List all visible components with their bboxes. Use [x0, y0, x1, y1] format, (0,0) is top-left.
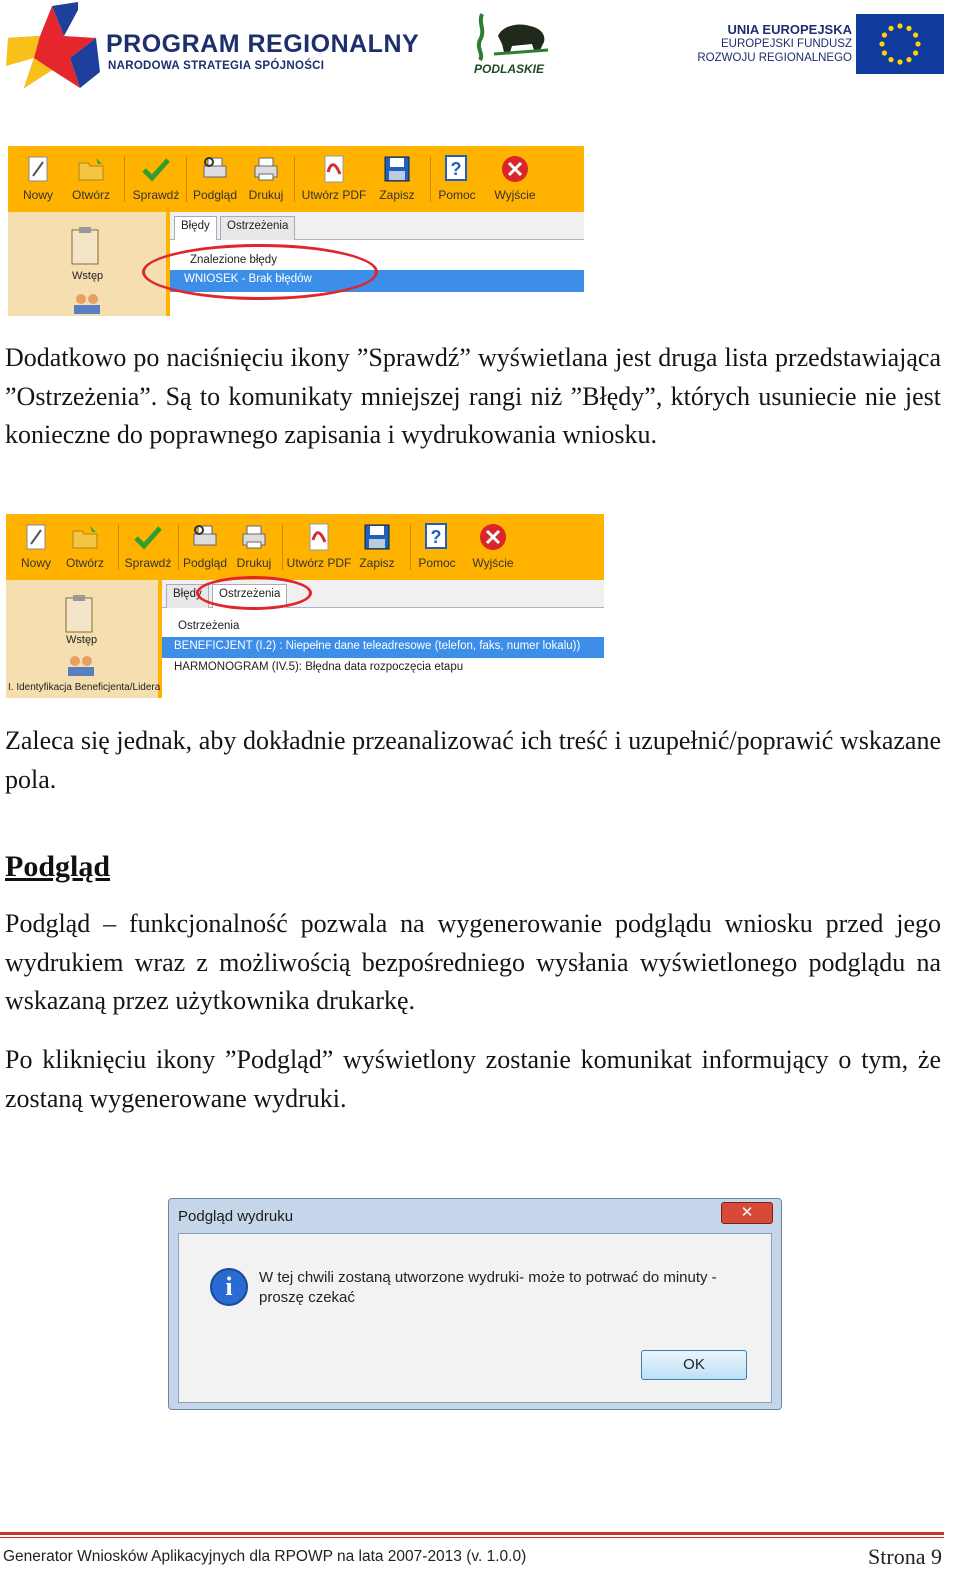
- toolbar-print-button[interactable]: [232, 520, 276, 576]
- toolbar-separator: [430, 156, 431, 202]
- toolbar-print-label: Drukuj: [248, 188, 284, 202]
- pdf-icon: [304, 522, 334, 552]
- svg-text:?: ?: [450, 159, 462, 179]
- paragraph-preview-click: Po kliknięciu ikony ”Podgląd” wyświetlony zostanie komunikat informujący o tym, że zostaną wygenerowane wydruki.: [5, 1045, 941, 1113]
- folder-open-icon: [76, 154, 106, 184]
- exit-icon: [500, 154, 530, 184]
- footer-page-number: Strona 9: [868, 1544, 942, 1569]
- tab-warnings[interactable]: Ostrzeżenia: [212, 584, 287, 608]
- left-panel: [6, 580, 161, 698]
- help-icon: [422, 522, 452, 552]
- users-icon: [64, 654, 98, 676]
- toolbar-open-button[interactable]: [56, 520, 114, 576]
- toolbar-separator: [124, 156, 125, 202]
- program-title: PROGRAM REGIONALNY: [106, 30, 420, 58]
- floppy-disk-icon: [362, 522, 392, 552]
- paragraph-recommendation: Zaleca się jednak, aby dokładnie przeanalizować ich treść i uzupełnić/poprawić wskazane pola.: [5, 726, 941, 794]
- list-header: Ostrzeżenia: [178, 620, 240, 632]
- eu-line-3: ROZWOJU REGIONALNEGO: [697, 52, 852, 64]
- left-panel-section-label[interactable]: I. Identyfikacja Beneficjenta/Lidera: [8, 682, 161, 693]
- toolbar-print-button[interactable]: [244, 152, 288, 208]
- footer-rule: [0, 1532, 944, 1535]
- help-icon: [442, 154, 472, 184]
- close-icon[interactable]: ✕: [721, 1202, 773, 1224]
- dialog-title: Podgląd wydruku: [178, 1208, 294, 1225]
- toolbar-preview-label: Podgląd: [182, 556, 228, 570]
- list-item[interactable]: WNIOSEK - Brak błędów: [170, 270, 584, 292]
- toolbar-help-label: Pomoc: [418, 556, 456, 570]
- program-subtitle: NARODOWA STRATEGIA SPÓJNOŚCI: [108, 60, 325, 72]
- screenshot-errors: [8, 146, 584, 316]
- tab-errors[interactable]: Błędy: [174, 216, 217, 240]
- toolbar-new-label: Nowy: [22, 188, 53, 202]
- toolbar-separator: [282, 524, 283, 570]
- footer-rule-thin: [0, 1537, 944, 1538]
- checkmark-icon: [133, 522, 163, 552]
- info-icon: i: [210, 1268, 248, 1306]
- left-panel: [8, 212, 166, 316]
- checkmark-icon: [141, 154, 171, 184]
- paragraph-preview-description: Podgląd – funkcjonalność pozwala na wygenerowanie podglądu wniosku przed jego wydrukiem wraz z możliwością bezpośredniego wysłania wyświetlonego podglądu na wskazaną przez użytkownika drukarkę.: [5, 909, 941, 1015]
- paragraph-warnings-intro: Dodatkowo po naciśnięciu ikony ”Sprawdź” wyświetlana jest druga lista przedstawiająca ”Ostrzeżenia”. Są to komunikaty mniejszej rangi niż ”Błędy”, których usuniecie nie jest konieczne do poprawnego zapisania i wydrukowania wniosku.: [5, 343, 941, 449]
- list-item[interactable]: BENEFICJENT (I.2) : Niepełne dane teleadresowe (telefon, faks, numer lokalu)): [162, 637, 604, 659]
- toolbar-pdf-button[interactable]: [284, 520, 354, 576]
- eu-logo: [697, 14, 950, 76]
- app-toolbar: [6, 514, 604, 580]
- printer-icon: [239, 522, 269, 552]
- toolbar-preview-button[interactable]: [190, 152, 240, 208]
- toolbar-help-button[interactable]: [412, 520, 462, 576]
- toolbar-save-button[interactable]: [372, 152, 422, 208]
- toolbar-check-label: Sprawdź: [132, 188, 180, 202]
- toolbar-preview-label: Podgląd: [192, 188, 238, 202]
- app-toolbar: [8, 146, 584, 212]
- toolbar-preview-button[interactable]: [180, 520, 230, 576]
- toolbar-pdf-label: Utwórz PDF: [286, 556, 352, 570]
- star-logo-icon: [4, 2, 100, 90]
- tab-errors[interactable]: Błędy: [166, 584, 209, 608]
- toolbar-open-button[interactable]: [62, 152, 120, 208]
- toolbar-open-label: Otwórz: [65, 556, 104, 570]
- podlaskie-label: PODLASKIE: [474, 62, 545, 76]
- toolbar-new-button[interactable]: [12, 152, 64, 208]
- toolbar-save-button[interactable]: [352, 520, 402, 576]
- toolbar-print-label: Drukuj: [236, 556, 272, 570]
- eu-line-2: EUROPEJSKI FUNDUSZ: [721, 38, 852, 50]
- section-heading: Podgląd: [5, 850, 111, 883]
- list-header: Znalezione błędy: [190, 254, 277, 266]
- page-header: [0, 0, 960, 92]
- toolbar-save-label: Zapisz: [379, 188, 415, 202]
- left-panel-label[interactable]: Wstęp: [72, 270, 104, 282]
- toolbar-pdf-label: Utwórz PDF: [301, 188, 367, 202]
- footer-document-title: Generator Wniosków Aplikacyjnych dla RPOWP na lata 2007-2013 (v. 1.0.0): [3, 1548, 527, 1565]
- podlaskie-logo: [468, 10, 556, 80]
- toolbar-pdf-button[interactable]: [298, 152, 370, 208]
- printer-icon: [251, 154, 281, 184]
- svg-text:?: ?: [430, 527, 442, 547]
- toolbar-check-label: Sprawdź: [124, 556, 172, 570]
- toolbar-exit-button[interactable]: [490, 152, 540, 208]
- toolbar-exit-button[interactable]: [468, 520, 518, 576]
- dialog-content: [178, 1233, 772, 1403]
- new-document-icon: [23, 154, 53, 184]
- print-preview-icon: [200, 154, 230, 184]
- toolbar-separator: [118, 524, 119, 570]
- toolbar-separator: [410, 524, 411, 570]
- list-item[interactable]: HARMONOGRAM (IV.5): Błędna data rozpoczęcia etapu: [162, 658, 604, 680]
- toolbar-separator: [178, 524, 179, 570]
- toolbar-separator: [294, 156, 295, 202]
- new-document-icon: [21, 522, 51, 552]
- print-preview-dialog: [168, 1198, 782, 1410]
- print-preview-icon: [190, 522, 220, 552]
- toolbar-save-label: Zapisz: [359, 556, 395, 570]
- floppy-disk-icon: [382, 154, 412, 184]
- exit-icon: [478, 522, 508, 552]
- toolbar-check-button[interactable]: [120, 520, 176, 576]
- toolbar-help-button[interactable]: [432, 152, 482, 208]
- toolbar-open-label: Otwórz: [71, 188, 110, 202]
- folder-open-icon: [70, 522, 100, 552]
- left-panel-label[interactable]: Wstęp: [66, 634, 98, 646]
- users-icon: [70, 292, 104, 314]
- program-regionalny-logo: [4, 2, 444, 90]
- bison-icon: [468, 10, 556, 64]
- toolbar-exit-label: Wyjście: [472, 556, 514, 570]
- pdf-icon: [319, 154, 349, 184]
- tab-warnings[interactable]: Ostrzeżenia: [220, 216, 295, 240]
- eu-flag-icon: [856, 14, 944, 74]
- ok-button[interactable]: OK: [641, 1350, 747, 1380]
- dialog-message: W tej chwili zostaną utworzone wydruki- może to potrwać do minuty - proszę czekać: [259, 1269, 717, 1306]
- highlight-ellipse: [196, 576, 312, 610]
- screenshot-warnings: [6, 514, 604, 698]
- eu-line-1: UNIA EUROPEJSKA: [727, 22, 852, 37]
- toolbar-exit-label: Wyjście: [494, 188, 536, 202]
- toolbar-new-label: Nowy: [20, 556, 51, 570]
- toolbar-check-button[interactable]: [128, 152, 184, 208]
- toolbar-new-button[interactable]: [10, 520, 62, 576]
- tab-strip: [170, 212, 584, 240]
- clipboard-icon[interactable]: [68, 226, 102, 266]
- highlight-ellipse: [142, 244, 378, 300]
- toolbar-separator: [186, 156, 187, 202]
- toolbar-help-label: Pomoc: [438, 188, 476, 202]
- clipboard-icon[interactable]: [62, 594, 96, 634]
